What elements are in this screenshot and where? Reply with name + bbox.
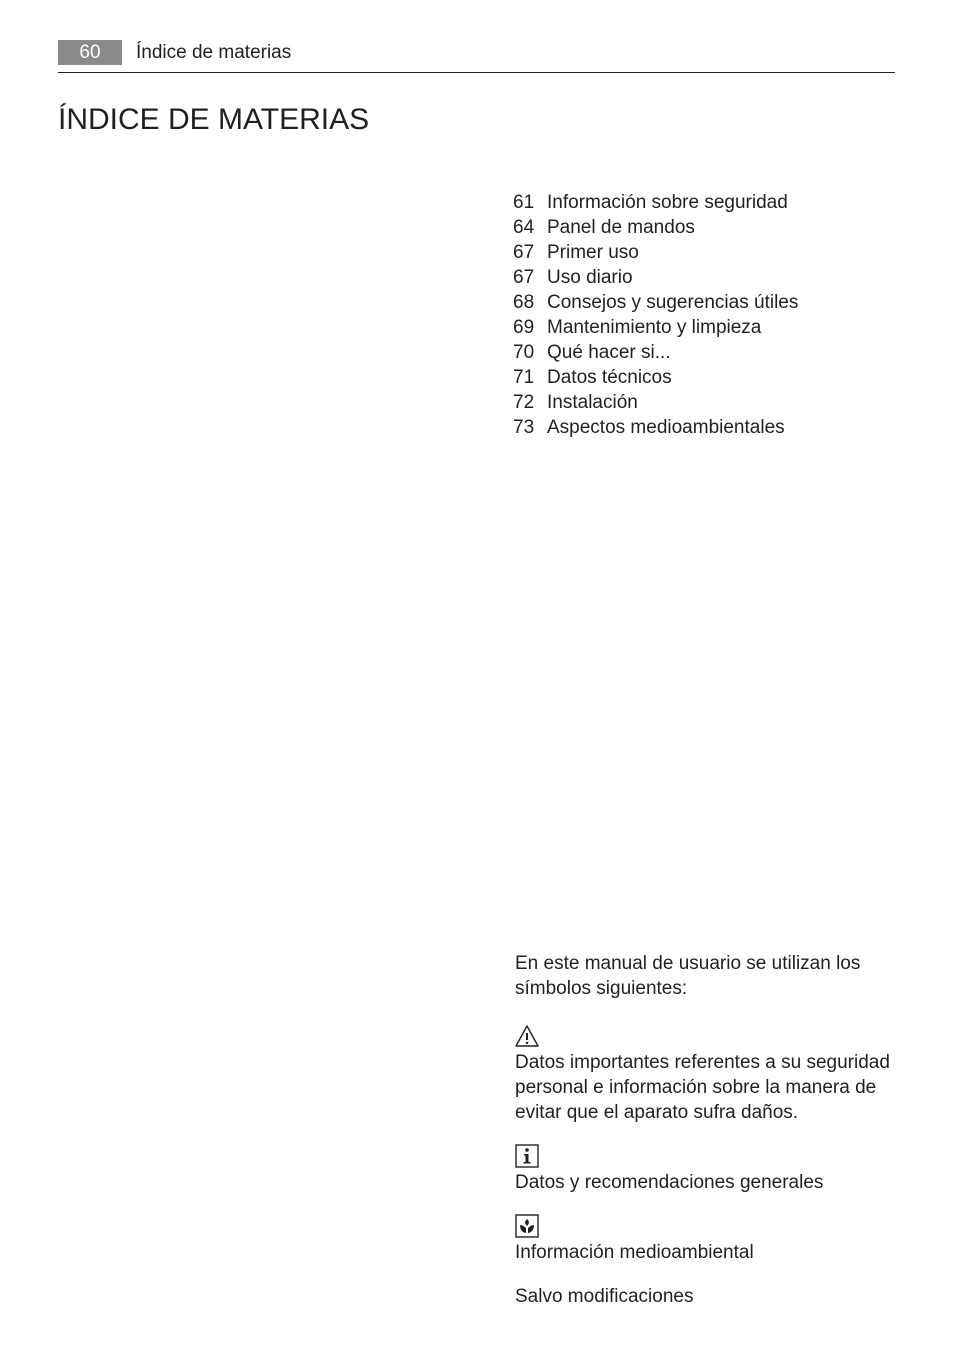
toc-label: Consejos y sugerencias útiles	[547, 292, 799, 313]
toc-page-number: 73	[513, 417, 535, 438]
toc-label: Qué hacer si...	[547, 342, 671, 363]
toc-item[interactable]	[513, 290, 798, 315]
running-title: Índice de materias	[136, 42, 292, 63]
toc-label: Datos técnicos	[547, 367, 672, 388]
toc-item[interactable]	[513, 340, 798, 365]
toc-page-number: 69	[513, 317, 535, 338]
environment-icon	[515, 1214, 539, 1238]
toc-label: Panel de mandos	[547, 217, 695, 238]
environment-description: Información medioambiental	[515, 1242, 754, 1263]
info-icon	[515, 1144, 539, 1168]
page-title: ÍNDICE DE MATERIAS	[58, 103, 370, 136]
toc-page-number: 67	[513, 267, 535, 288]
toc-page-number: 64	[513, 217, 535, 238]
toc-item[interactable]	[513, 390, 798, 415]
symbols-legend	[515, 951, 895, 1309]
toc-label: Información sobre seguridad	[547, 192, 788, 213]
toc-label: Aspectos medioambientales	[547, 417, 785, 438]
warning-triangle-icon	[515, 1024, 539, 1048]
table-of-contents	[513, 190, 798, 440]
toc-item[interactable]	[513, 415, 798, 440]
toc-item[interactable]	[513, 365, 798, 390]
toc-page-number: 71	[513, 367, 535, 388]
toc-item[interactable]	[513, 215, 798, 240]
toc-page-number: 68	[513, 292, 535, 313]
toc-item[interactable]	[513, 190, 798, 215]
disclaimer: Salvo modificaciones	[515, 1286, 694, 1307]
toc-page-number: 70	[513, 342, 535, 363]
page-number: 60	[58, 40, 122, 65]
toc-label: Primer uso	[547, 242, 639, 263]
toc-label: Instalación	[547, 392, 638, 413]
info-description: Datos y recomendaciones generales	[515, 1172, 824, 1193]
toc-label: Uso diario	[547, 267, 633, 288]
toc-page-number: 61	[513, 192, 535, 213]
toc-label: Mantenimiento y limpieza	[547, 317, 762, 338]
toc-page-number: 67	[513, 242, 535, 263]
warning-description: Datos importantes referentes a su seguridad personal e información sobre la manera de evitar que el aparato sufra daños.	[515, 1052, 890, 1123]
toc-item[interactable]	[513, 265, 798, 290]
toc-page-number: 72	[513, 392, 535, 413]
page-header	[58, 40, 895, 73]
toc-item[interactable]	[513, 240, 798, 265]
legend-intro: En este manual de usuario se utilizan los símbolos siguientes:	[515, 953, 861, 999]
toc-item[interactable]	[513, 315, 798, 340]
